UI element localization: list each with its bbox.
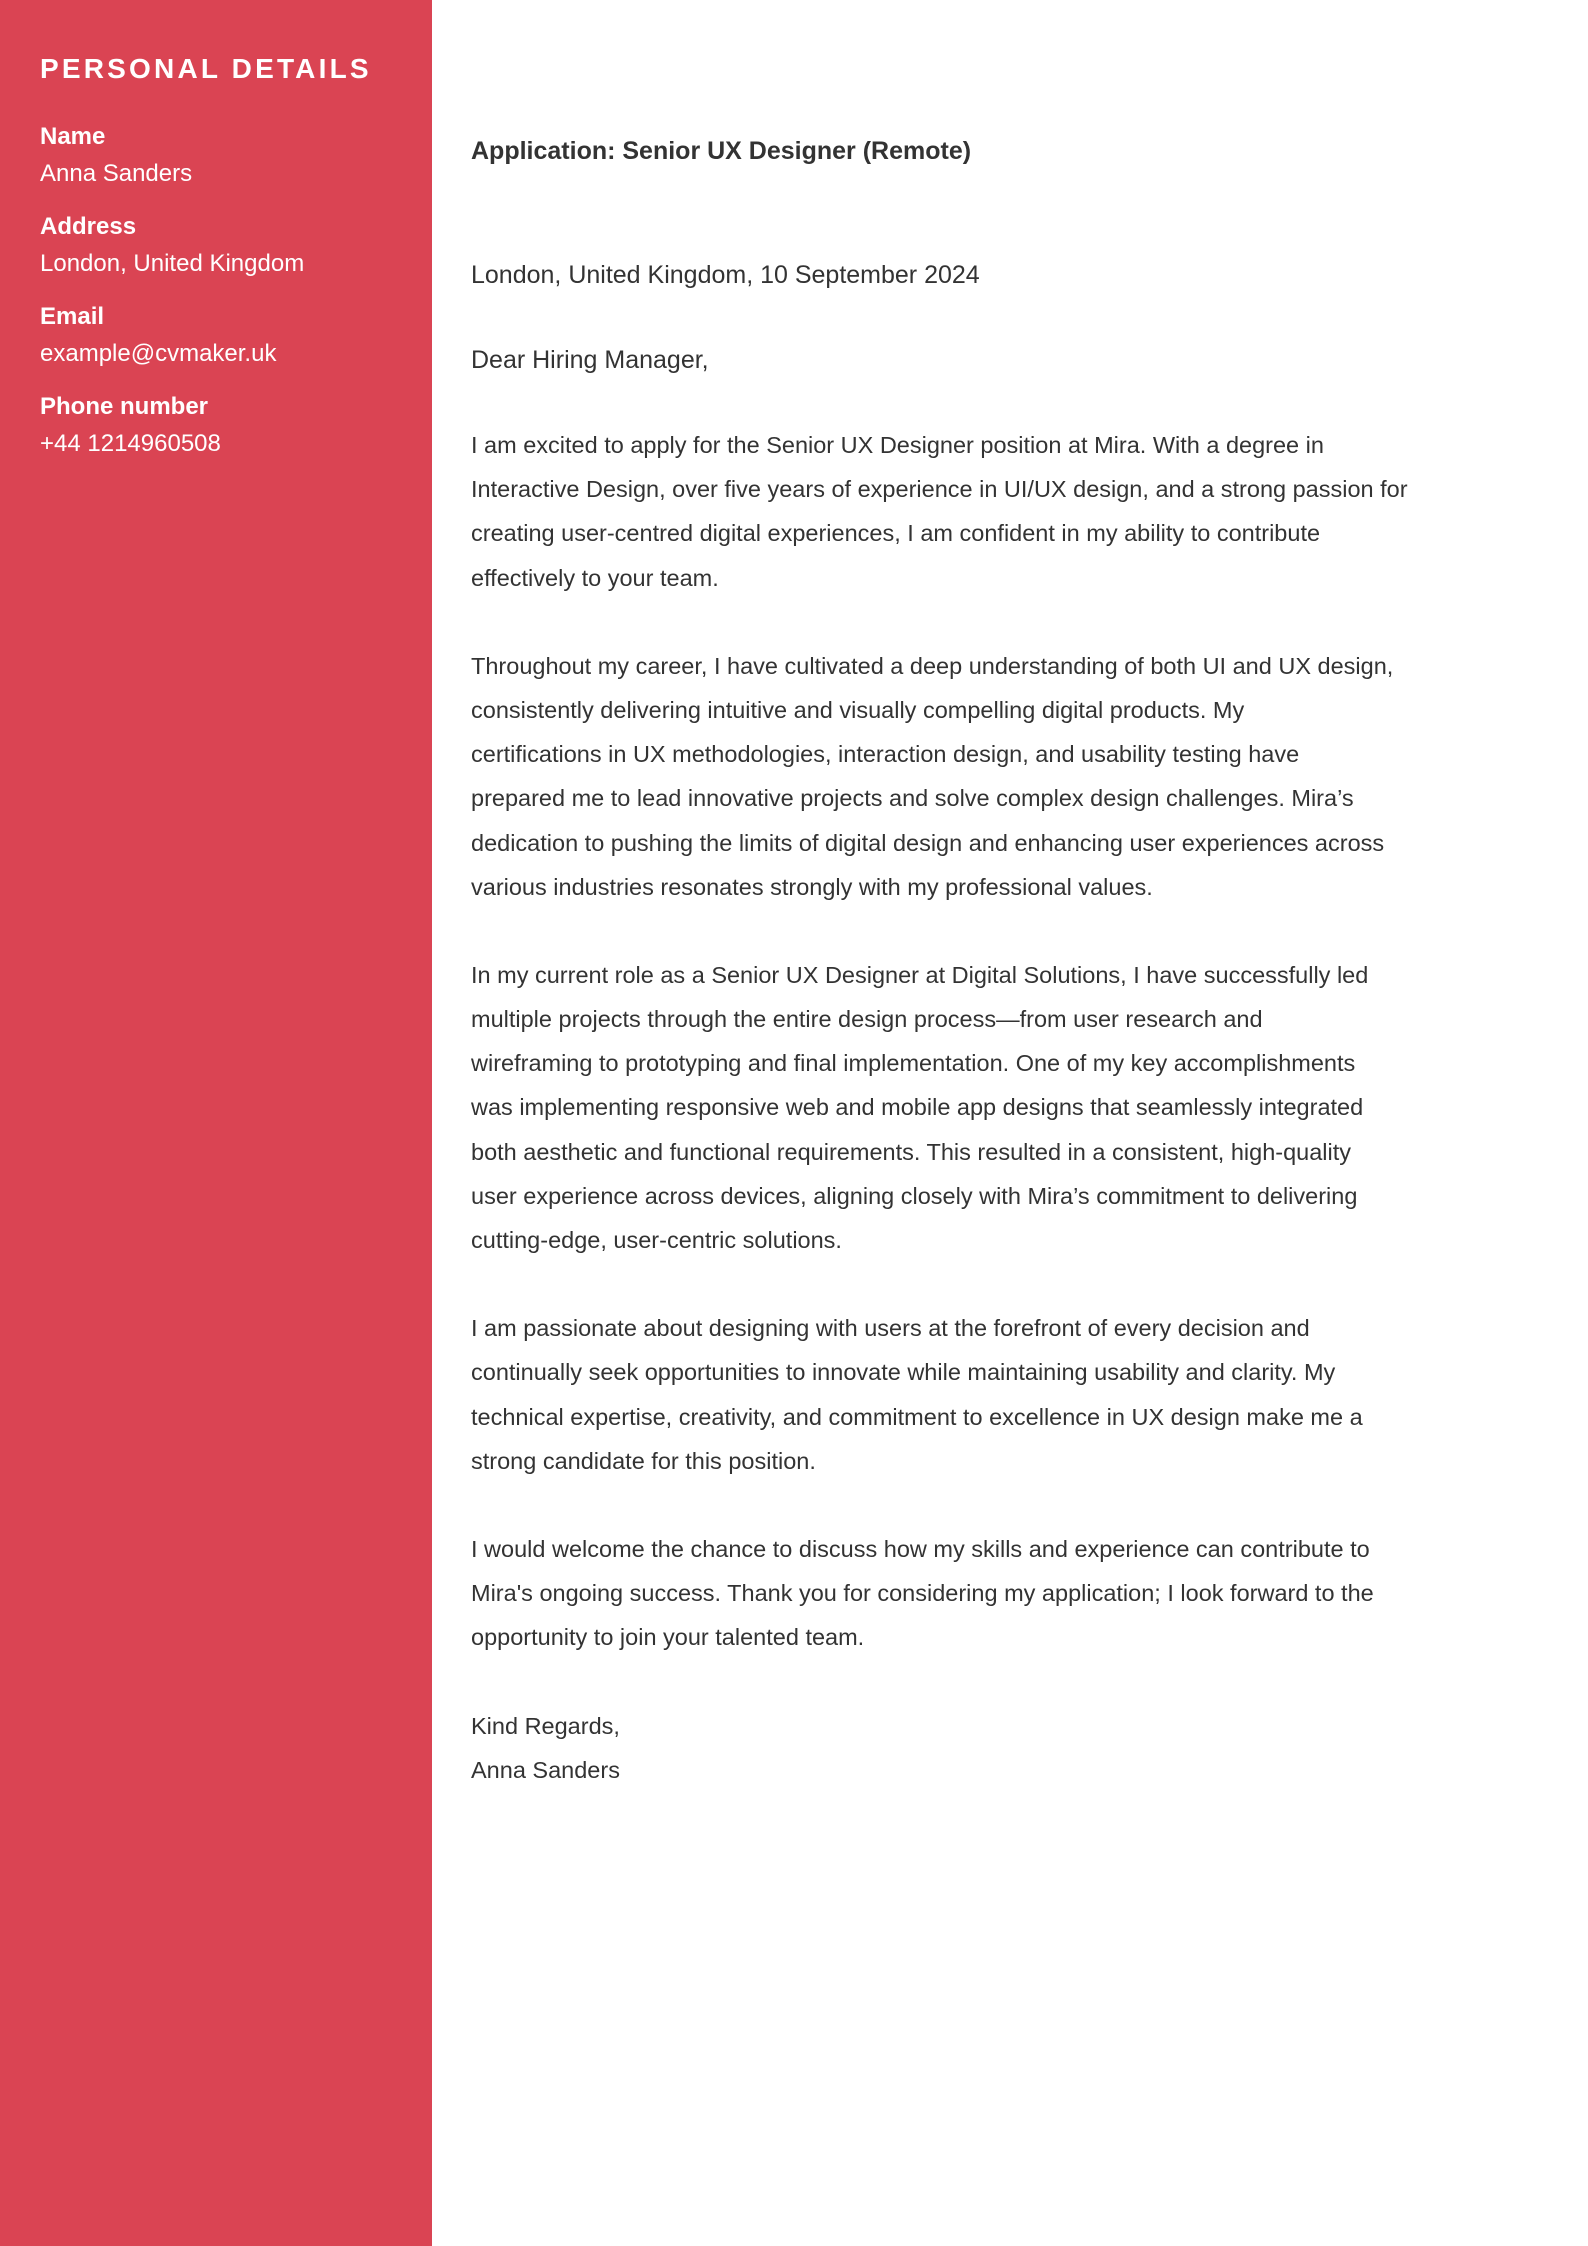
paragraph-line: I am passionate about designing with users at the forefront of every decision and (471, 1315, 1310, 1342)
detail-label: Name (40, 123, 106, 150)
paragraph-line: user experience across devices, aligning closely with Mira’s commitment to delivering (471, 1182, 1358, 1209)
letter-place-date: London, United Kingdom, 10 September 2024 (471, 261, 980, 289)
detail-value: example@cvmaker.uk (40, 340, 277, 367)
detail-label: Phone number (40, 393, 209, 420)
paragraph-line: certifications in UX methodologies, interaction design, and usability testing have (471, 741, 1300, 768)
paragraph-line: effectively to your team. (471, 564, 719, 591)
paragraph-line: was implementing responsive web and mobile app designs that seamlessly integrated (471, 1094, 1364, 1121)
paragraph-line: I am excited to apply for the Senior UX Designer position at Mira. With a degree in (471, 432, 1324, 458)
detail-address (40, 208, 410, 282)
paragraph-line: both aesthetic and functional requirements. This resulted in a consistent, high-quality (471, 1138, 1352, 1165)
detail-value: +44 1214960508 (40, 430, 221, 457)
paragraph-line: multiple projects through the entire design process—from user research and (471, 1006, 1263, 1033)
paragraph-line: opportunity to join your talented team. (471, 1624, 865, 1651)
paragraph-line: I would welcome the chance to discuss how my skills and experience can contribute to (471, 1535, 1370, 1562)
paragraph-line: cutting-edge, user-centric solutions. (471, 1227, 842, 1253)
paragraph-line: wireframing to prototyping and final implementation. One of my key accomplishments (471, 1050, 1356, 1077)
sidebar-personal-details (0, 0, 432, 2246)
letter-content (471, 0, 1551, 2246)
paragraph-line: Throughout my career, I have cultivated a deep understanding of both UI and UX design, (471, 652, 1394, 679)
paragraph-line: prepared me to lead innovative projects and solve complex design challenges. Mira’s (471, 785, 1354, 812)
detail-label: Address (40, 213, 137, 240)
paragraph-3 (471, 953, 1551, 1262)
paragraph-line: strong candidate for this position. (471, 1447, 816, 1474)
paragraph-line: Interactive Design, over five years of experience in UI/UX design, and a strong passion for (471, 476, 1408, 503)
letter-greeting: Dear Hiring Manager, (471, 346, 709, 374)
closing-salutation: Kind Regards, (471, 1712, 620, 1739)
paragraph-line: technical expertise, creativity, and commitment to excellence in UX design make me a (471, 1403, 1363, 1430)
letter-closing (471, 1704, 1551, 1792)
detail-value: Anna Sanders (40, 160, 193, 187)
paragraph-line: continually seek opportunities to innovate while maintaining usability and clarity. My (471, 1359, 1336, 1386)
paragraph-1 (471, 423, 1551, 600)
paragraph-line: Mira's ongoing success. Thank you for considering my application; I look forward to the (471, 1580, 1374, 1607)
detail-email (40, 298, 410, 372)
detail-label: Email (40, 303, 105, 330)
detail-name (40, 118, 410, 192)
paragraph-line: consistently delivering intuitive and visually compelling digital products. My (471, 696, 1245, 723)
letter-title: Application: Senior UX Designer (Remote) (471, 137, 972, 165)
signature-name: Anna Sanders (471, 1756, 620, 1783)
detail-value: London, United Kingdom (40, 250, 305, 277)
paragraph-line: In my current role as a Senior UX Designer at Digital Solutions, I have successfully led (471, 961, 1369, 988)
paragraph-2 (471, 644, 1551, 909)
letter-body (471, 423, 1551, 1792)
sidebar-heading: PERSONAL DETAILS (40, 53, 372, 84)
paragraph-line: creating user-centred digital experiences, I am confident in my ability to contribute (471, 520, 1321, 547)
paragraph-line: dedication to pushing the limits of digital design and enhancing user experiences across (471, 829, 1385, 856)
paragraph-line: various industries resonates strongly with my professional values. (471, 873, 1153, 900)
detail-phone (40, 388, 410, 462)
paragraph-5 (471, 1527, 1551, 1660)
paragraph-4 (471, 1306, 1551, 1483)
